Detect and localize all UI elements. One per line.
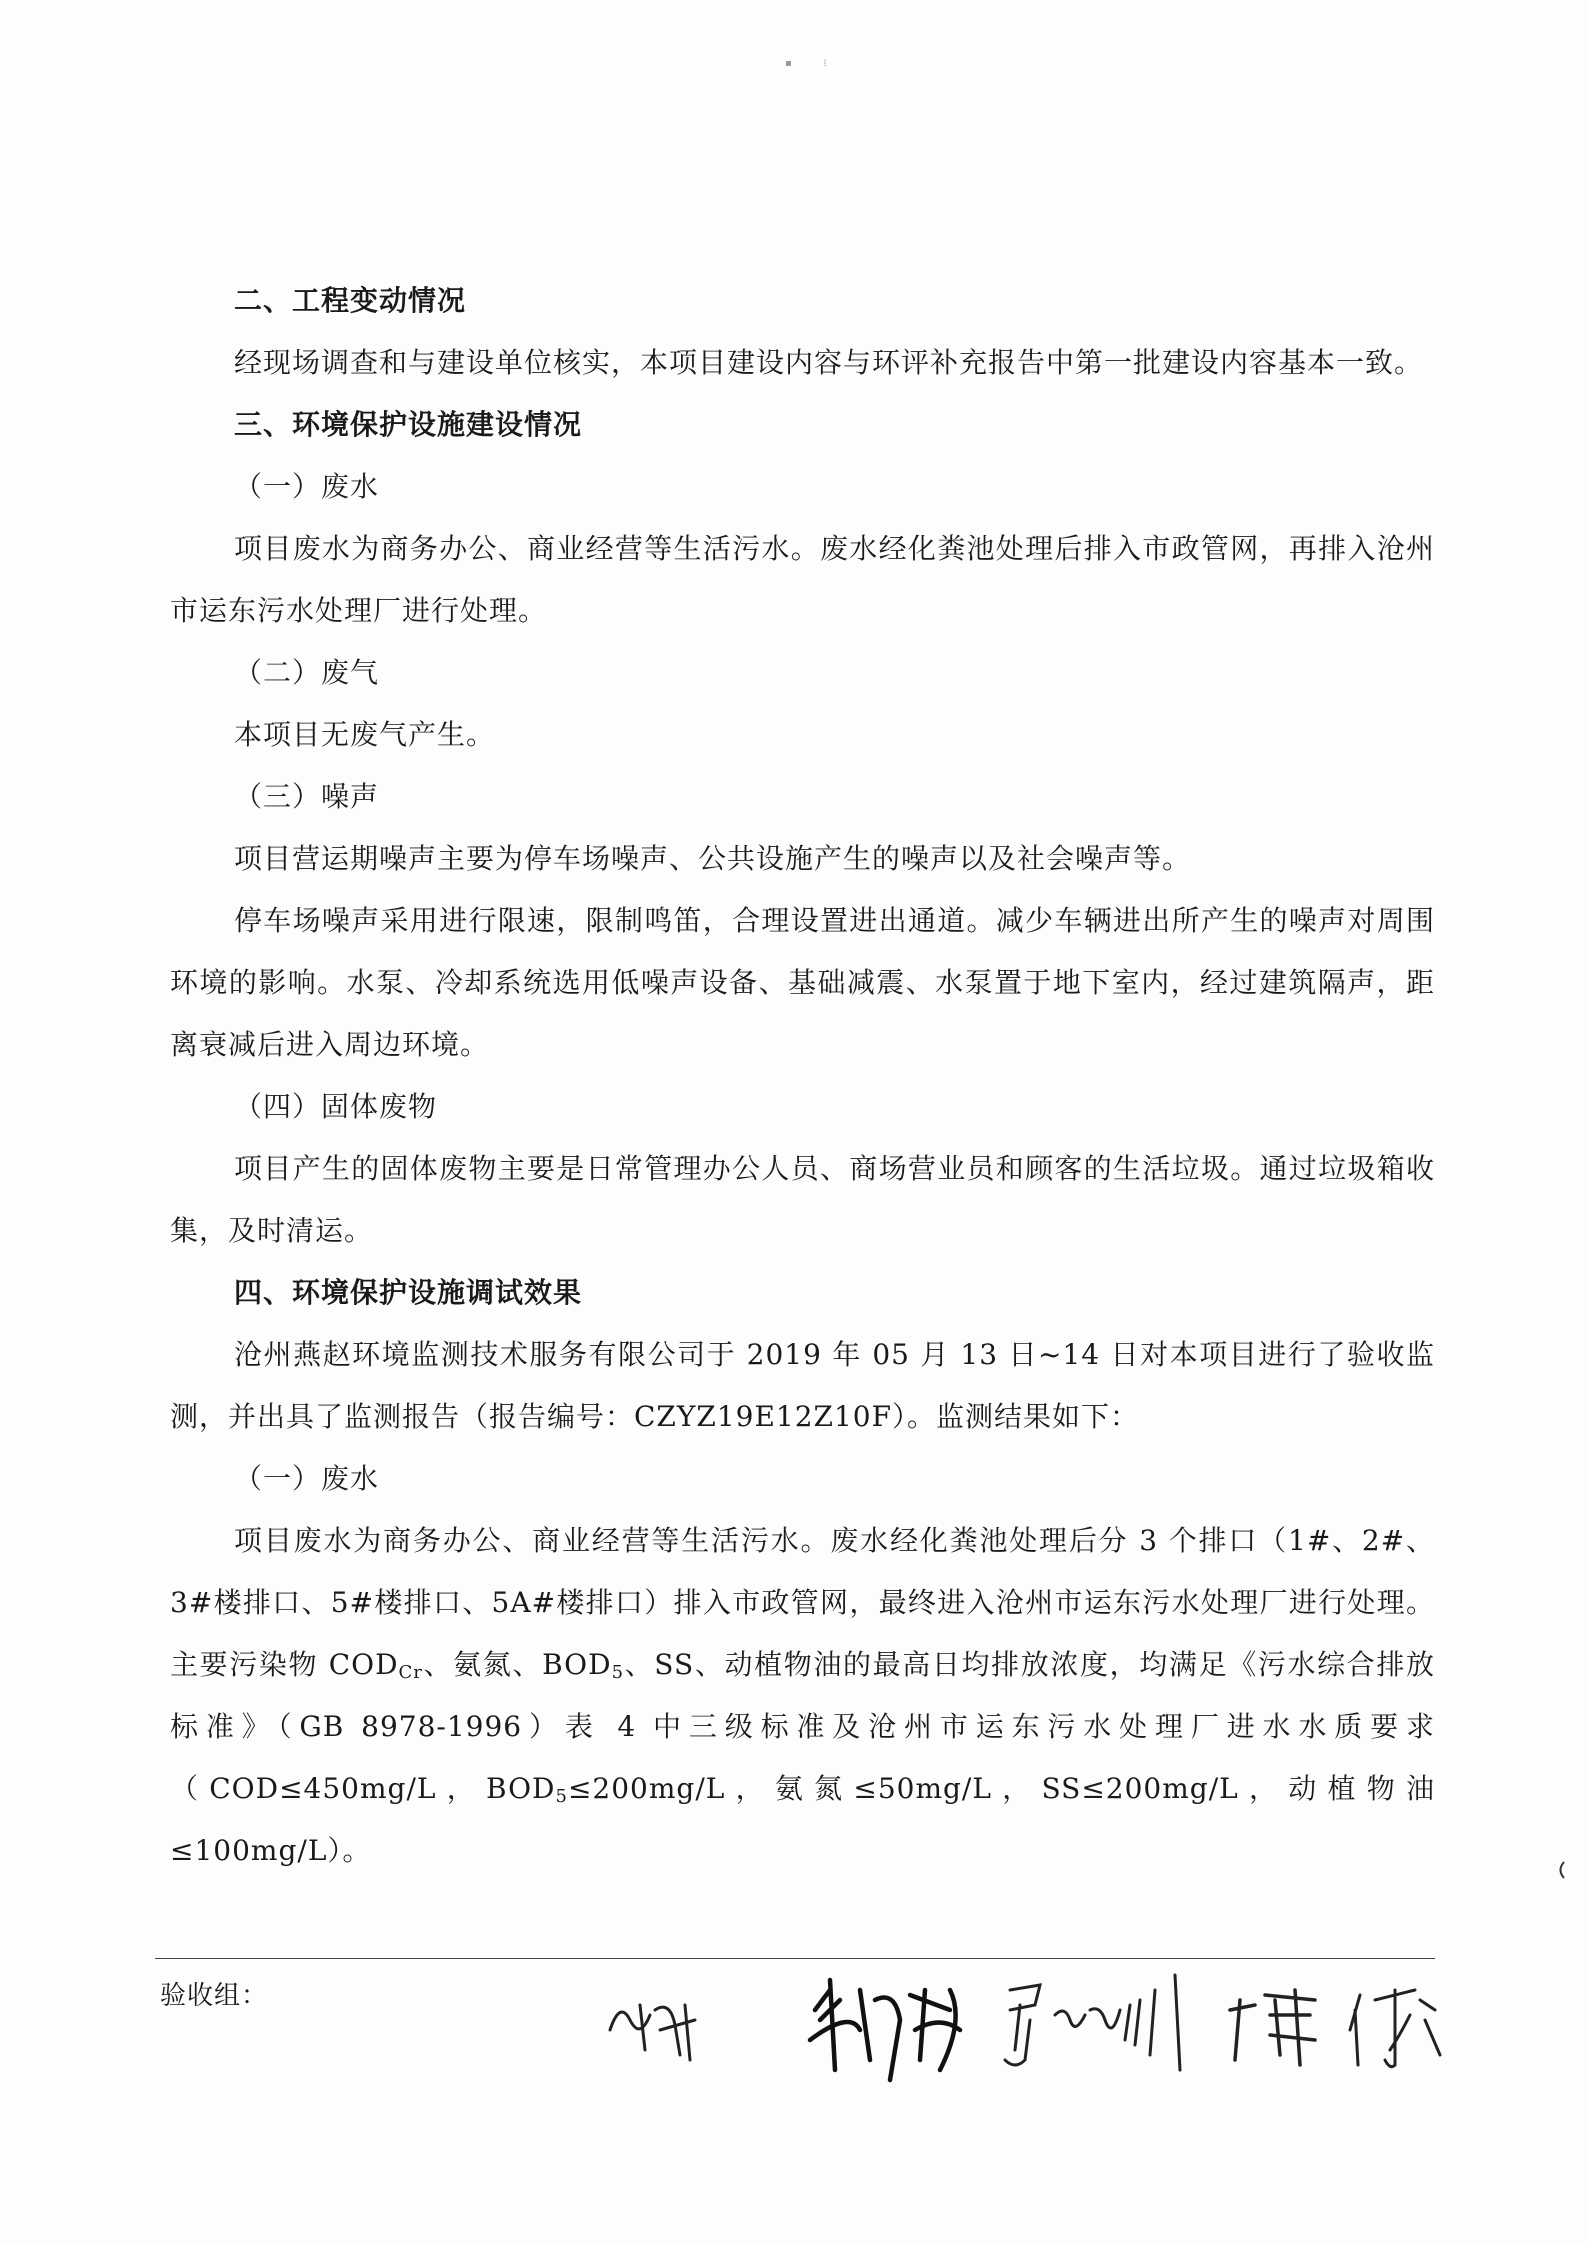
paragraph: 经现场调查和与建设单位核实，本项目建设内容与环评补充报告中第一批建设内容基本一致。 xyxy=(234,346,1424,379)
subsection-heading: （一）废水 xyxy=(234,1462,380,1495)
paragraph: 沧州燕赵环境监测技术服务有限公司于 2019 年 05 月 13 日~14 日对本项目进行了验收监测，并出具了监测报告（报告编号：CZYZ19E12Z10F）。监测结果如下： xyxy=(170,1338,1435,1433)
wastewater-result-paragraph: 项目废水为商务办公、商业经营等生活污水。废水经化粪池处理后分 3 个排口（1#、2#、3#楼排口、5#楼排口、5A#楼排口）排入市政管网，最终进入沧州市运东污水处理厂进行处理。主要污染物 $COD_{Cr}$、氨氮、$BOD_5$、SS、动植物油的最高日均排放浓度，均满足《污水综合排放标准》（GB 8978-1996）表 4 中三级标准及沧州市运东污水处理厂进水水质要求（COD≤450mg/L，$BOD_5\le 200mg/L$，氨氮≤50mg/L，SS≤200mg/L，动植物油≤100mg/L）。 xyxy=(170,1524,1435,1867)
acceptance-group-label: 验收组： xyxy=(160,1981,269,2011)
document-body xyxy=(170,270,1435,1882)
subsection-heading: （三）噪声 xyxy=(234,780,380,813)
subsection-heading: （四）固体废物 xyxy=(234,1090,438,1123)
signature-1 xyxy=(600,1960,710,2090)
section-heading: 三、环境保护设施建设情况 xyxy=(234,408,583,441)
signature-3 xyxy=(1000,1960,1215,2090)
signature-5 xyxy=(1340,1960,1450,2090)
paragraph: 项目产生的固体废物主要是日常管理办公人员、商场营业员和顾客的生活垃圾。通过垃圾箱收集，及时清运。 xyxy=(170,1152,1435,1247)
subsection-heading: （二）废气 xyxy=(234,656,380,689)
paragraph: 本项目无废气产生。 xyxy=(234,718,496,751)
section-list xyxy=(170,270,1435,1510)
subsection-heading: （一）废水 xyxy=(234,470,380,503)
scan-edge-mark xyxy=(1555,1860,1567,1880)
paragraph: 项目废水为商务办公、商业经营等生活污水。废水经化粪池处理后排入市政管网，再排入沧州市运东污水处理厂进行处理。 xyxy=(170,532,1435,627)
section-heading: 四、环境保护设施调试效果 xyxy=(234,1276,583,1309)
signature-4 xyxy=(1225,1960,1325,2090)
scan-marks: ▪ ⁞ xyxy=(785,58,827,69)
paragraph: 项目营运期噪声主要为停车场噪声、公共设施产生的噪声以及社会噪声等。 xyxy=(234,842,1192,875)
footer-divider xyxy=(155,1958,1435,1959)
signature-2 xyxy=(800,1960,990,2090)
section-heading: 二、工程变动情况 xyxy=(234,284,467,317)
paragraph: 停车场噪声采用进行限速，限制鸣笛，合理设置进出通道。减少车辆进出所产生的噪声对周围环境的影响。水泵、冷却系统选用低噪声设备、基础减震、水泵置于地下室内，经过建筑隔声，距离衰减后进入周边环境。 xyxy=(170,904,1435,1061)
